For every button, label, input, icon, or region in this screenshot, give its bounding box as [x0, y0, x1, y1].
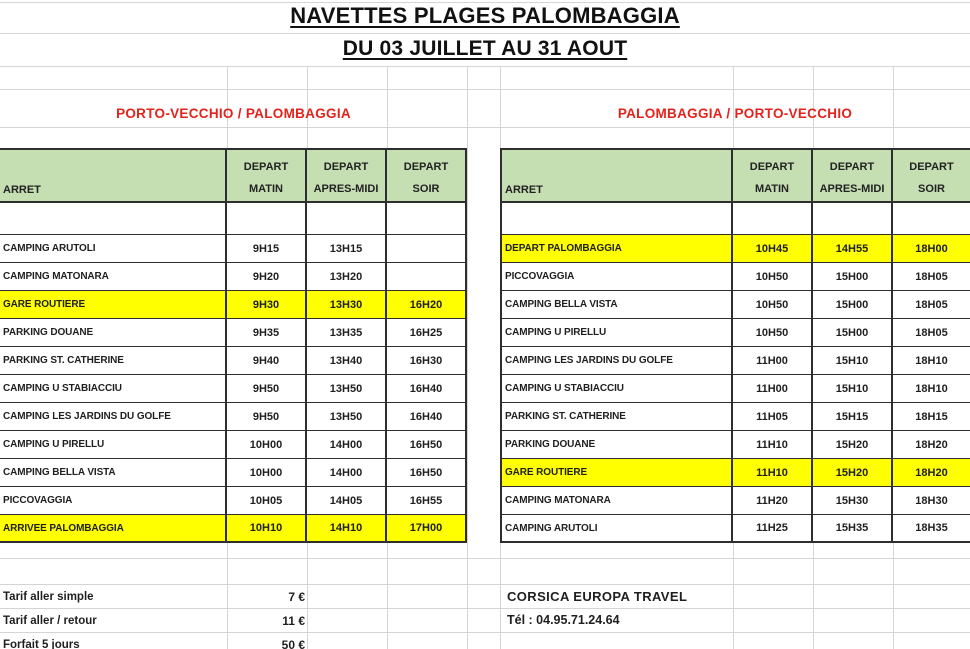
time-cell-soir: 18H05	[893, 263, 970, 291]
schedule-row	[0, 375, 467, 403]
time-cell-soir	[387, 235, 467, 263]
company-name: CORSICA EUROPA TRAVEL	[507, 589, 688, 604]
spacer-cell	[387, 203, 467, 235]
time-cell-matin: 10H50	[733, 263, 813, 291]
time-cell-soir: 16H55	[387, 487, 467, 515]
tariff-row	[0, 586, 305, 608]
spacer-cell	[307, 203, 387, 235]
gridline-horizontal	[0, 127, 970, 128]
time-cell-apres-midi: 15H30	[813, 487, 893, 515]
time-cell-apres-midi: 14H10	[307, 515, 387, 543]
time-cell-matin: 11H00	[733, 375, 813, 403]
stop-cell: GARE ROUTIERE	[502, 459, 733, 487]
column-header-arret: ARRET	[502, 148, 733, 203]
gridline-horizontal	[0, 608, 970, 609]
schedule-row	[502, 459, 970, 487]
stop-cell: CAMPING LES JARDINS DU GOLFE	[502, 347, 733, 375]
time-cell-apres-midi: 14H00	[307, 431, 387, 459]
time-cell-matin: 11H00	[733, 347, 813, 375]
spacer-row	[502, 203, 970, 235]
time-cell-soir: 16H50	[387, 459, 467, 487]
spacer-cell	[0, 203, 227, 235]
time-cell-soir: 16H30	[387, 347, 467, 375]
outbound-route-heading: PORTO-VECCHIO / PALOMBAGGIA	[116, 106, 351, 121]
gridline-horizontal	[0, 632, 970, 633]
time-cell-soir: 18H10	[893, 347, 970, 375]
time-cell-apres-midi: 15H35	[813, 515, 893, 543]
schedule-row	[502, 515, 970, 543]
tariff-price: 11 €	[282, 614, 305, 628]
time-cell-soir	[387, 263, 467, 291]
header-label-line1: DEPART	[829, 161, 875, 173]
schedule-row	[502, 375, 970, 403]
phone-number: Tél : 04.95.71.24.64	[507, 613, 620, 627]
gridline-horizontal	[0, 89, 970, 90]
time-cell-apres-midi: 13H20	[307, 263, 387, 291]
table-header-row	[0, 148, 467, 203]
spacer-cell	[813, 203, 893, 235]
time-cell-matin: 9H50	[227, 403, 307, 431]
column-header-depart-soir	[893, 148, 970, 203]
schedule-row	[0, 291, 467, 319]
stop-cell: CAMPING U PIRELLU	[502, 319, 733, 347]
schedule-row	[0, 347, 467, 375]
time-cell-apres-midi: 15H00	[813, 319, 893, 347]
time-cell-soir: 18H20	[893, 459, 970, 487]
tariff-label: Forfait 5 jours	[3, 639, 80, 649]
header-label-line2: APRES-MIDI	[313, 183, 379, 195]
header-label-line2: MATIN	[754, 183, 789, 195]
time-cell-matin: 11H10	[733, 431, 813, 459]
time-cell-soir: 18H05	[893, 319, 970, 347]
schedule-row	[0, 263, 467, 291]
stop-cell: PICCOVAGGIA	[0, 487, 227, 515]
schedule-row	[502, 263, 970, 291]
time-cell-apres-midi: 15H20	[813, 459, 893, 487]
stop-cell: CAMPING ARUTOLI	[0, 235, 227, 263]
gridline-horizontal	[0, 66, 970, 67]
schedule-row	[502, 431, 970, 459]
header-label-line1: DEPART	[323, 161, 369, 173]
time-cell-apres-midi: 13H40	[307, 347, 387, 375]
column-header-depart-soir	[387, 148, 467, 203]
header-label-line2: SOIR	[918, 183, 945, 195]
time-cell-apres-midi: 15H10	[813, 347, 893, 375]
header-label-line2: SOIR	[412, 183, 440, 195]
time-cell-soir: 18H35	[893, 515, 970, 543]
time-cell-soir: 16H50	[387, 431, 467, 459]
gridline-horizontal	[0, 558, 970, 559]
spacer-cell	[227, 203, 307, 235]
time-cell-soir: 16H20	[387, 291, 467, 319]
time-cell-soir: 16H25	[387, 319, 467, 347]
stop-cell: CAMPING BELLA VISTA	[0, 459, 227, 487]
stop-cell: CAMPING BELLA VISTA	[502, 291, 733, 319]
stop-cell: CAMPING ARUTOLI	[502, 515, 733, 543]
time-cell-soir: 17H00	[387, 515, 467, 543]
time-cell-apres-midi: 15H15	[813, 403, 893, 431]
tariff-label: Tarif aller / retour	[3, 615, 97, 627]
time-cell-matin: 10H00	[227, 459, 307, 487]
schedule-row	[0, 431, 467, 459]
column-header-arret: ARRET	[0, 148, 227, 203]
column-header-depart-apres-midi	[813, 148, 893, 203]
time-cell-apres-midi: 14H00	[307, 459, 387, 487]
gridline-horizontal	[0, 33, 970, 34]
schedule-row	[0, 487, 467, 515]
stop-cell: CAMPING U STABIACCIU	[502, 375, 733, 403]
gridline-vertical	[467, 66, 468, 649]
time-cell-matin: 9H50	[227, 375, 307, 403]
tariff-price: 7 €	[288, 590, 305, 604]
time-cell-matin: 11H05	[733, 403, 813, 431]
tariff-row	[0, 634, 305, 649]
time-cell-apres-midi: 15H00	[813, 263, 893, 291]
time-cell-soir: 18H30	[893, 487, 970, 515]
time-cell-soir: 18H10	[893, 375, 970, 403]
time-cell-matin: 10H10	[227, 515, 307, 543]
tariff-label: Tarif aller simple	[3, 591, 94, 603]
stop-cell: PICCOVAGGIA	[502, 263, 733, 291]
header-label-line2: MATIN	[248, 183, 283, 195]
stop-cell: GARE ROUTIERE	[0, 291, 227, 319]
time-cell-apres-midi: 15H00	[813, 291, 893, 319]
time-cell-apres-midi: 13H50	[307, 403, 387, 431]
schedule-row	[0, 515, 467, 543]
column-header-depart-matin	[227, 148, 307, 203]
time-cell-apres-midi: 14H55	[813, 235, 893, 263]
time-cell-apres-midi: 13H30	[307, 291, 387, 319]
time-cell-matin: 9H15	[227, 235, 307, 263]
stop-cell: CAMPING LES JARDINS DU GOLFE	[0, 403, 227, 431]
stop-cell: CAMPING U PIRELLU	[0, 431, 227, 459]
schedule-row	[502, 347, 970, 375]
stop-cell: PARKING ST. CATHERINE	[502, 403, 733, 431]
time-cell-soir: 18H15	[893, 403, 970, 431]
header-label-line1: DEPART	[909, 161, 954, 173]
time-cell-apres-midi: 13H35	[307, 319, 387, 347]
main-title: NAVETTES PLAGES PALOMBAGGIA	[290, 3, 680, 28]
time-cell-apres-midi: 13H15	[307, 235, 387, 263]
schedule-row	[0, 403, 467, 431]
stop-cell: ARRIVEE PALOMBAGGIA	[0, 515, 227, 543]
tariff-price: 50 €	[281, 638, 305, 649]
return-route-heading: PALOMBAGGIA / PORTO-VECCHIO	[617, 106, 853, 121]
time-cell-matin: 9H35	[227, 319, 307, 347]
time-cell-soir: 18H00	[893, 235, 970, 263]
date-range-title: DU 03 JUILLET AU 31 AOUT	[342, 37, 628, 60]
time-cell-soir: 16H40	[387, 403, 467, 431]
outbound-schedule-table	[0, 148, 467, 543]
schedule-row	[0, 459, 467, 487]
time-cell-matin: 11H25	[733, 515, 813, 543]
stop-cell: PARKING ST. CATHERINE	[0, 347, 227, 375]
stop-cell: CAMPING MATONARA	[0, 263, 227, 291]
table-header-row	[502, 148, 970, 203]
schedule-row	[502, 235, 970, 263]
tariff-row	[0, 610, 305, 632]
time-cell-matin: 11H20	[733, 487, 813, 515]
schedule-row	[502, 487, 970, 515]
header-label-line2: APRES-MIDI	[819, 183, 885, 195]
return-schedule-table	[500, 148, 970, 543]
time-cell-matin: 9H40	[227, 347, 307, 375]
header-label-line1: DEPART	[403, 161, 449, 173]
schedule-row	[502, 291, 970, 319]
stop-cell: CAMPING MATONARA	[502, 487, 733, 515]
time-cell-soir: 18H05	[893, 291, 970, 319]
gridline-horizontal	[0, 584, 970, 585]
header-label-line1: DEPART	[243, 161, 289, 173]
stop-cell: PARKING DOUANE	[0, 319, 227, 347]
time-cell-soir: 16H40	[387, 375, 467, 403]
stop-cell: CAMPING U STABIACCIU	[0, 375, 227, 403]
schedule-row	[0, 235, 467, 263]
time-cell-apres-midi: 15H20	[813, 431, 893, 459]
time-cell-matin: 9H30	[227, 291, 307, 319]
time-cell-matin: 10H05	[227, 487, 307, 515]
column-header-depart-apres-midi	[307, 148, 387, 203]
schedule-row	[502, 319, 970, 347]
schedule-row	[0, 319, 467, 347]
time-cell-apres-midi: 13H50	[307, 375, 387, 403]
time-cell-matin: 10H50	[733, 291, 813, 319]
time-cell-matin: 10H45	[733, 235, 813, 263]
spacer-cell	[502, 203, 733, 235]
stop-cell: DEPART PALOMBAGGIA	[502, 235, 733, 263]
column-header-depart-matin	[733, 148, 813, 203]
time-cell-soir: 18H20	[893, 431, 970, 459]
spacer-cell	[733, 203, 813, 235]
time-cell-apres-midi: 15H10	[813, 375, 893, 403]
stop-cell: PARKING DOUANE	[502, 431, 733, 459]
time-cell-matin: 9H20	[227, 263, 307, 291]
header-label-line1: DEPART	[749, 161, 795, 173]
schedule-row	[502, 403, 970, 431]
time-cell-matin: 10H00	[227, 431, 307, 459]
spacer-cell	[893, 203, 970, 235]
time-cell-matin: 10H50	[733, 319, 813, 347]
spacer-row	[0, 203, 467, 235]
time-cell-apres-midi: 14H05	[307, 487, 387, 515]
time-cell-matin: 11H10	[733, 459, 813, 487]
